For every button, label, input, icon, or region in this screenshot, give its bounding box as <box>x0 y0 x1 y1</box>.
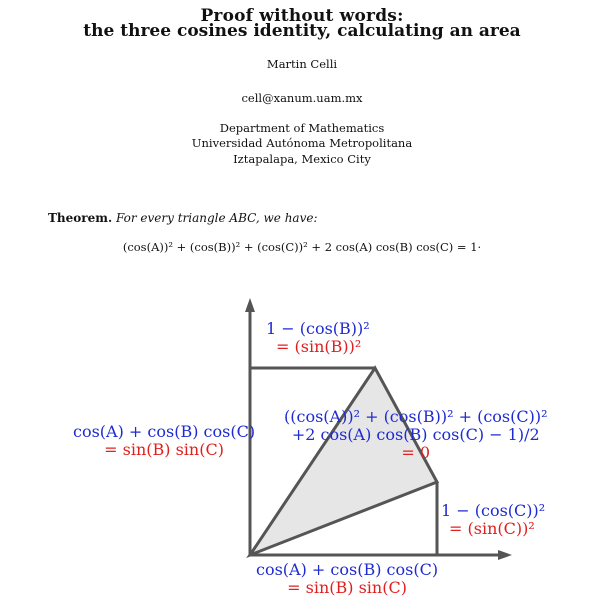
author-email: cell@xanum.uam.mx <box>241 91 363 105</box>
label-center <box>284 408 548 462</box>
paper-title-line1: Proof without words: <box>200 6 404 26</box>
label-right-line1: 1 − (cos(C))² <box>441 501 546 520</box>
label-bottom-line2: = sin(B) sin(C) <box>287 578 407 597</box>
affiliation-location: Iztapalapa, Mexico City <box>233 152 371 166</box>
label-left <box>73 423 255 459</box>
label-right-line2: = (sin(C))² <box>449 519 535 538</box>
label-center-line2: +2 cos(A) cos(B) cos(C) − 1)/2 <box>291 425 540 444</box>
theorem-lead: Theorem. <box>48 211 113 225</box>
affiliation-department: Department of Mathematics <box>219 121 385 135</box>
paper-title-line2: the three cosines identity, calculating an area <box>83 21 521 41</box>
label-top-line1: 1 − (cos(B))² <box>266 319 370 338</box>
label-center-line3: = 0 <box>401 443 431 462</box>
label-left-line1: cos(A) + cos(B) cos(C) <box>73 422 256 441</box>
label-left-line2: = sin(B) sin(C) <box>104 440 224 459</box>
author-name: Martin Celli <box>266 57 338 71</box>
horizontal-axis-arrowhead <box>498 550 512 560</box>
theorem-text: For every triangle ABC, we have: <box>115 211 318 225</box>
three-cosines-formula: (cos(A))² + (cos(B))² + (cos(C))² + 2 cos(A) cos(B) cos(C) = 1· <box>122 240 482 254</box>
label-center-line1: ((cos(A))² + (cos(B))² + (cos(C))² <box>284 407 548 426</box>
affiliation-university: Universidad Autónoma Metropolitana <box>191 136 413 150</box>
label-right <box>441 502 545 538</box>
vertical-axis-arrowhead <box>245 298 255 312</box>
label-bottom <box>256 561 438 597</box>
label-bottom-line1: cos(A) + cos(B) cos(C) <box>256 560 439 579</box>
label-top-line2: = (sin(B))² <box>276 337 362 356</box>
label-top <box>266 320 370 356</box>
